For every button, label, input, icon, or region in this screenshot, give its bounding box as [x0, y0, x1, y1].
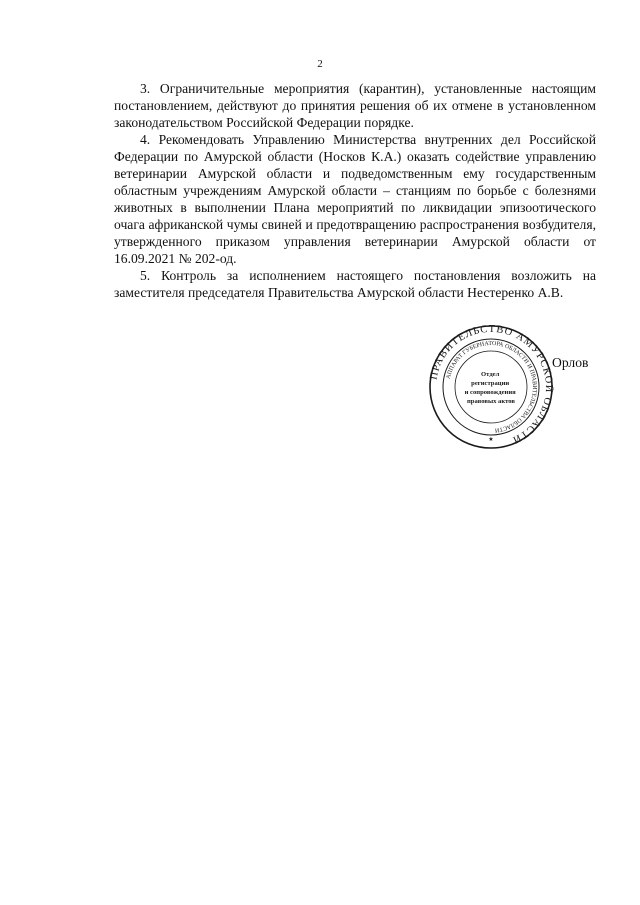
page-number: 2 — [317, 58, 323, 70]
seal-outer-text: ПРАВИТЕЛЬСТВО АМУРСКОЙ ОБЛАСТИ — [428, 324, 554, 446]
svg-text:Отдел регистрации и со — [465, 371, 518, 405]
seal-center-line-3: и сопровождения — [464, 389, 516, 396]
paragraph-5-control: 5. Контроль за исполнением настоящего постановления возложить на заместителя председателя Правительства Амурской области Нестеренко А.В. — [114, 268, 596, 300]
seal-star-icon: ★ — [488, 437, 494, 443]
seal-center-line-1: Отдел — [481, 371, 500, 378]
seal-center-line-2: регистрации — [471, 380, 510, 387]
official-seal-stamp — [428, 324, 554, 450]
paragraph-4-recommendation: 4. Рекомендовать Управлению Министерства внутренних дел Российской Федерации по Амурской области (Носков К.А.) оказать содействие управлению ветеринарии Амурской области и подведомственным ему государственным областным учреждениям Амурской области – станциям по борьбе с болезнями животных в выполнении Плана мероприятий по ликвидации эпизоотического очага африканской чумы свиней и предотвращению распространения возбудителя, утвержденного приказом управления ветеринарии Амурской области от 16.09.2021 № 202-од. — [114, 132, 596, 266]
signatory-name: Орлов — [552, 355, 589, 370]
seal-center-line-4: правовых актов — [466, 398, 516, 405]
seal-inner-text: АППАРАТ ГУБЕРНАТОРА ОБЛАСТИ И ПРАВИТЕЛЬСТВА ОБЛАСТИ — [445, 340, 538, 433]
paragraph-3-quarantine: 3. Ограничительные мероприятия (карантин), установленные настоящим постановлением, действуют до принятия решения об их отмене в установленном законодательством Российской Федерации порядке. — [114, 81, 596, 130]
document-body — [114, 80, 596, 301]
